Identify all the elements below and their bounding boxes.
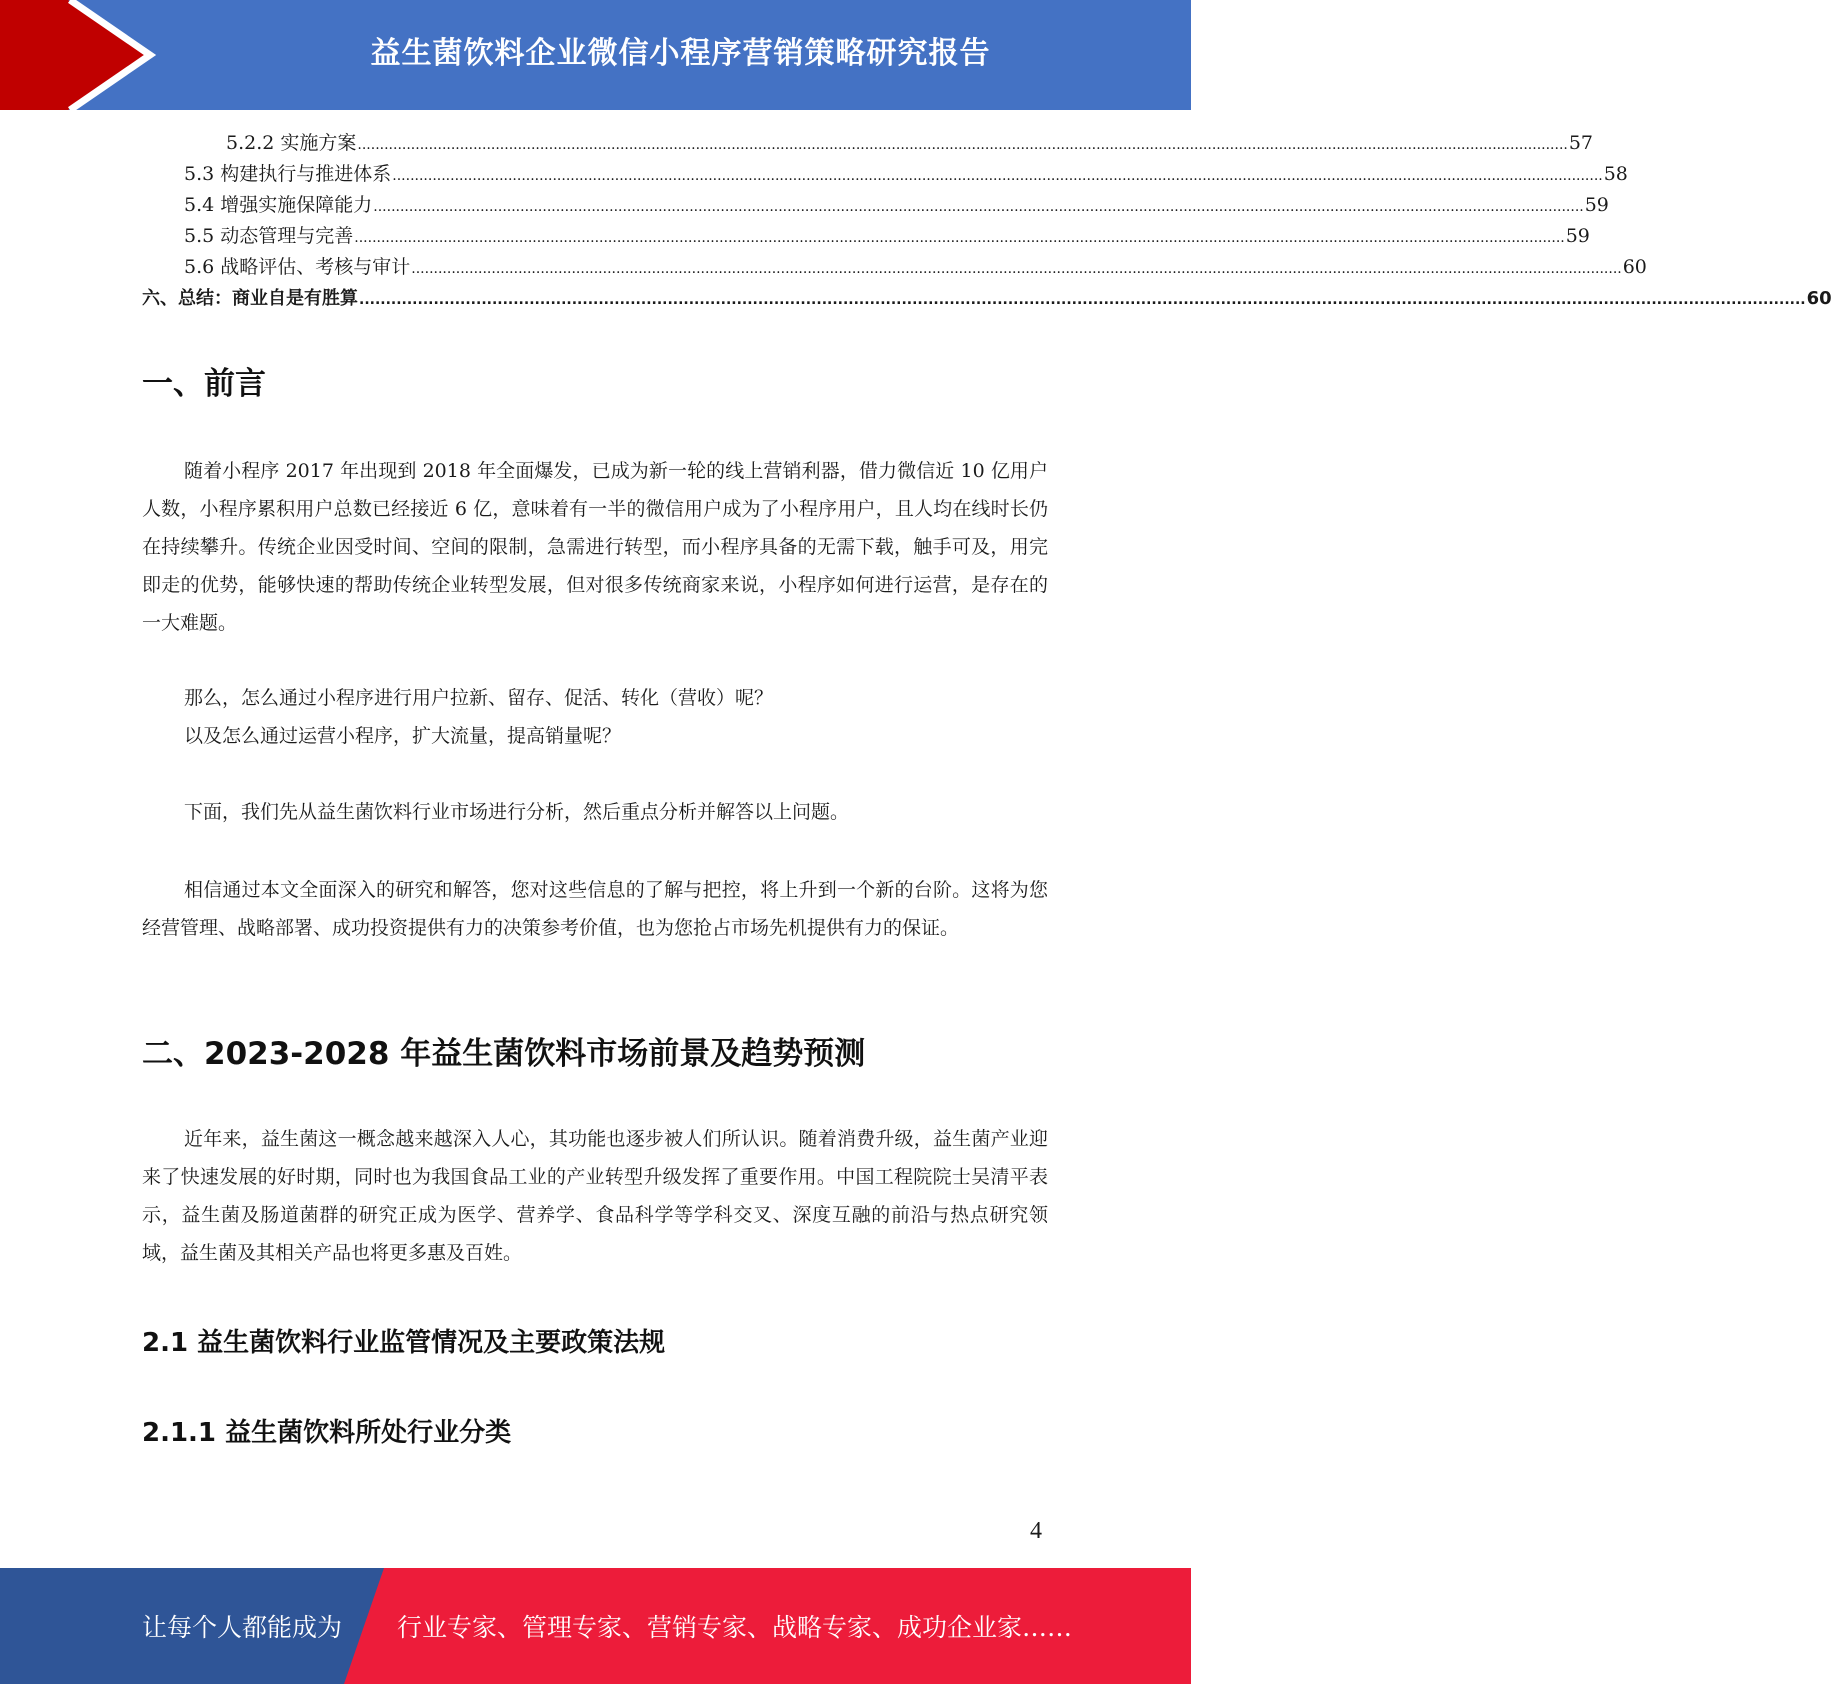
page-number: 4 [1030,1518,1042,1544]
paragraph: 近年来，益生菌这一概念越来越深入人心，其功能也逐步被人们所认识。随着消费升级，益生菌产业迎来了快速发展的好时期，同时也为我国食品工业的产业转型升级发挥了重要作用。中国工程院院士吴清平表示，益生菌及肠道菌群的研究正成为医学、营养学、食品科学等学科交叉、深度互融的前沿与热点研究领域，益生菌及其相关产品也将更多惠及百姓。 [142,1128,1048,1264]
toc-leader-dots: ................................................................................................................................................................................................................................................................................ [411,261,1622,277]
section-heading-market: 二、2023-2028 年益生菌饮料市场前景及趋势预测 [142,1036,866,1072]
page-footer [0,1568,1191,1684]
toc-entry[interactable] [142,283,1832,314]
toc-entry-label: 5.5 动态管理与完善 [184,225,354,247]
toc-leader-dots: ................................................................................................................................................................................................................................................................................ [354,230,1565,246]
toc-entry[interactable] [142,252,1647,283]
toc-entry-label: 5.4 增强实施保障能力 [184,194,373,216]
table-of-contents [142,128,1832,314]
footer-slogan-left: 让每个人都能成为 [142,1613,343,1642]
footer-slogan-right: 行业专家、管理专家、营销专家、战略专家、成功企业家…… [397,1613,1073,1642]
toc-entry-page: 60 [1622,256,1647,278]
paragraph: 随着小程序 2017 年出现到 2018 年全面爆发，已成为新一轮的线上营销利器，借力微信近 10 亿用户人数，小程序累积用户总数已经接近 6 亿，意味着有一半的微信用户成为了小程序用户，且人均在线时长仍在持续攀升。传统企业因受时间、空间的限制，急需进行转型，而小程序具备的无需下载，触手可及，用完即走的优势，能够快速的帮助传统企业转型发展，但对很多传统商家来说，小程序如何进行运营，是存在的一大难题。 [142,460,1048,634]
toc-entry-page: 59 [1584,194,1609,216]
paragraph: 以及怎么通过运营小程序，扩大流量，提高销量呢？ [184,725,622,747]
toc-entry[interactable] [142,190,1609,221]
toc-entry-page: 57 [1568,132,1594,154]
page-header [0,0,1191,110]
toc-entry[interactable] [142,159,1628,190]
subsection-heading: 2.1 益生菌饮料行业监管情况及主要政策法规 [142,1328,666,1358]
toc-entry-page: 59 [1565,225,1590,247]
paragraph: 下面，我们先从益生菌饮料行业市场进行分析，然后重点分析并解答以上问题。 [184,801,850,823]
toc-entry-label: 5.6 战略评估、考核与审计 [184,256,411,278]
subsection-heading: 2.1.1 益生菌饮料所处行业分类 [142,1418,512,1448]
paragraph: 那么，怎么通过小程序进行用户拉新、留存、促活、转化（营收）呢？ [184,687,774,709]
section-heading-preface: 一、前言 [142,366,266,402]
toc-entry-page: 58 [1603,163,1628,185]
toc-leader-dots: ................................................................................................................................................................................................................................................................................ [392,168,1603,184]
toc-entry-label: 六、总结：商业自是有胜算 [142,288,358,309]
toc-leader-dots: ................................................................................................................................................................................................................................................................................ [357,137,1568,153]
paragraph: 相信通过本文全面深入的研究和解答，您对这些信息的了解与把控，将上升到一个新的台阶。这将为您经营管理、战略部署、成功投资提供有力的决策参考价值，也为您抢占市场先机提供有力的保证。 [142,879,1048,939]
toc-entry-label: 5.2.2 实施方案 [226,132,357,154]
toc-entry-page: 60 [1806,288,1832,309]
toc-entry[interactable] [142,128,1594,159]
toc-entry[interactable] [142,221,1590,252]
report-title: 益生菌饮料企业微信小程序营销策略研究报告 [370,36,991,71]
toc-leader-dots: ................................................................................................................................................................................................................................................................................ [373,199,1584,215]
toc-entry-label: 5.3 构建执行与推进体系 [184,163,392,185]
toc-leader-dots: ................................................................................................................................................................................................................................................................................ [359,292,1806,308]
